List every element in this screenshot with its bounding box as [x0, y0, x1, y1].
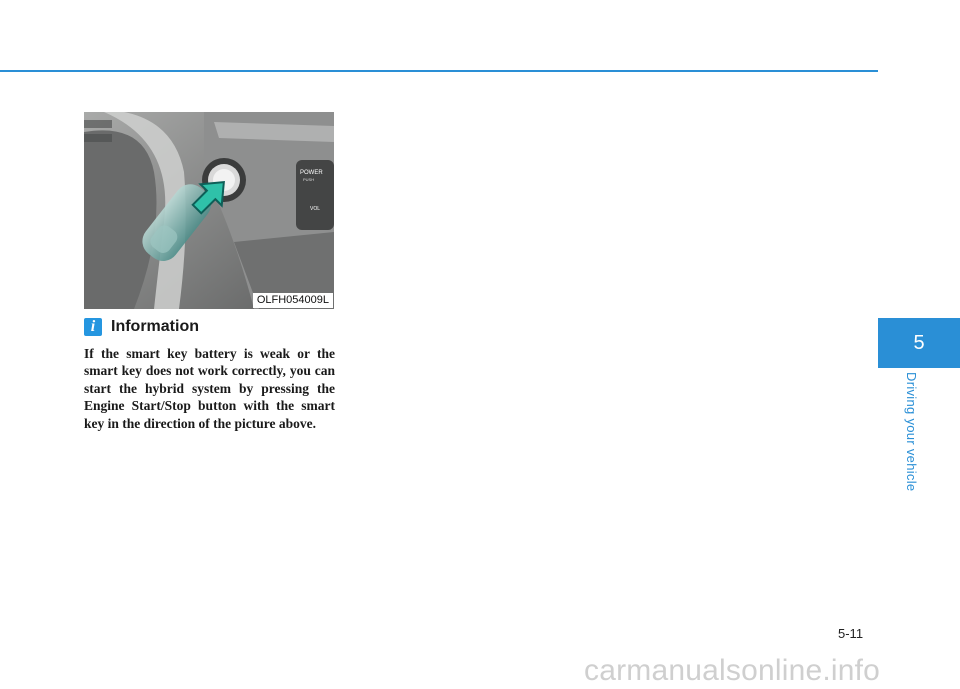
power-label: POWER [300, 170, 323, 176]
smart-key-illustration [84, 112, 334, 309]
information-header [84, 318, 199, 336]
push-label: PUSH [303, 177, 315, 182]
information-body: If the smart key battery is weak or the smart key does not work correctly, you can start the hybrid system by pressing the Engine Start/Stop button with the smart key in the direction of the picture above. [84, 346, 335, 431]
smart-key-figure [84, 112, 334, 309]
information-icon: i [84, 318, 102, 336]
watermark: carmanualsonline.info [584, 654, 881, 687]
figure-code: OLFH054009L [253, 293, 333, 308]
information-title: Information [111, 318, 199, 335]
chapter-number-tab: 5 [878, 318, 960, 368]
page-number: 5-11 [838, 626, 864, 641]
header-rule [0, 70, 878, 72]
vol-label: VOL [310, 206, 321, 212]
chapter-title: Driving your vehicle [904, 372, 919, 492]
